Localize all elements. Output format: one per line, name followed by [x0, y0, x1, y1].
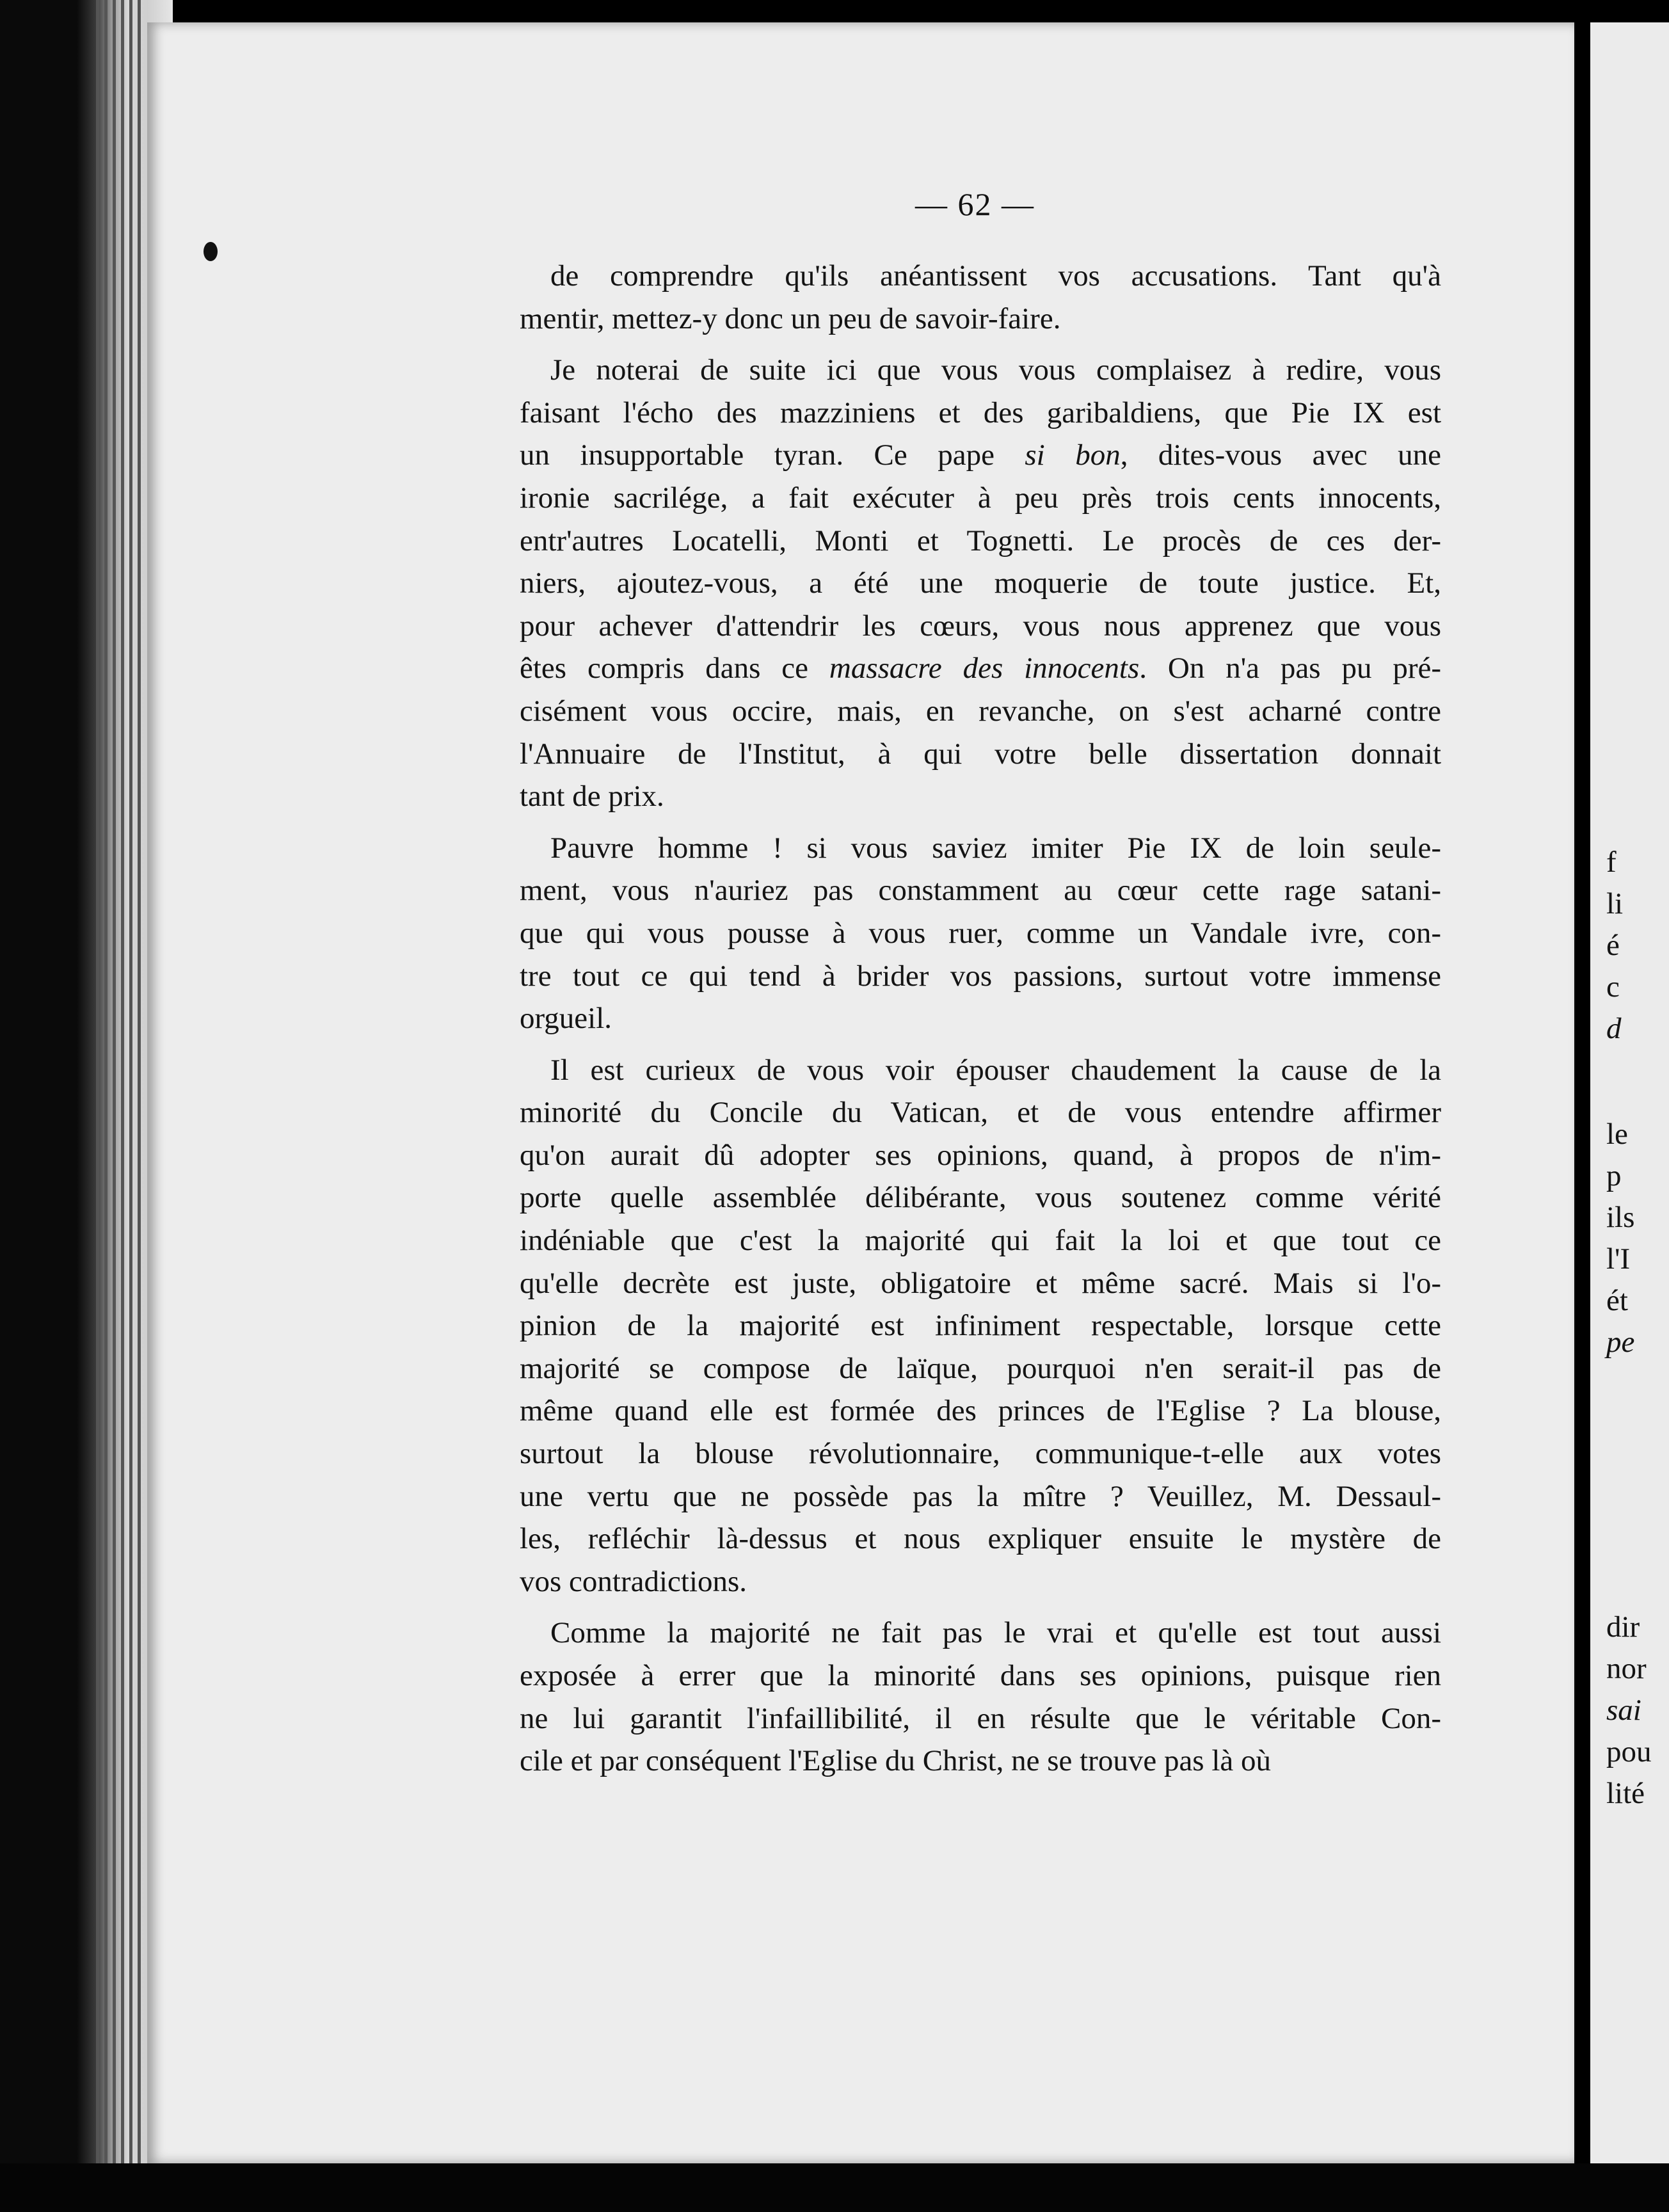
text-line: surtout la blouse révolutionnaire, communique-t-elle aux votes	[520, 1437, 1441, 1471]
facing-page-fragment: ils	[1606, 1201, 1635, 1234]
text-line: indéniable que c'est la majorité qui fait la loi et que tout ce	[520, 1224, 1441, 1258]
facing-page-fragment: ét	[1606, 1284, 1628, 1317]
text-line: ironie sacrilége, a fait exécuter à peu près trois cents innocents,	[520, 481, 1441, 515]
text-line: Je noterai de suite ici que vous vous complaisez à redire, vous	[550, 353, 1441, 387]
facing-page-fragment: p	[1606, 1159, 1622, 1192]
body-text	[520, 255, 1441, 1791]
facing-page-fragment: dir	[1606, 1610, 1640, 1644]
text-line: les, refléchir là-dessus et nous expliquer ensuite le mystère de	[520, 1522, 1441, 1556]
text-line: tre tout ce qui tend à brider vos passions, surtout votre immense	[520, 959, 1441, 993]
text-line: Il est curieux de vous voir épouser chaudement la cause de la	[550, 1053, 1441, 1087]
page-edge	[129, 0, 132, 2212]
text-line: mentir, mettez-y donc un peu de savoir-faire.	[520, 301, 1061, 335]
page-edge	[96, 0, 99, 2212]
facing-page-fragment: c	[1606, 970, 1620, 1004]
text-line: orgueil.	[520, 1002, 612, 1036]
paragraph	[520, 827, 1441, 1040]
page-edge	[104, 0, 108, 2212]
facing-page-fragment: d	[1606, 1012, 1622, 1045]
text-line: entr'autres Locatelli, Monti et Tognetti. Le procès de ces der-	[520, 524, 1441, 557]
facing-page-fragment: pe	[1606, 1326, 1635, 1359]
facing-page-fragment: li	[1606, 887, 1624, 920]
paragraph	[520, 349, 1441, 818]
paragraph	[520, 1612, 1441, 1782]
text-line: niers, ajoutez-vous, a été une moquerie de toute justice. Et,	[520, 566, 1441, 600]
text-line: ment, vous n'auriez pas constamment au cœur cette rage satani-	[520, 874, 1441, 908]
scan-border	[0, 2163, 1669, 2212]
facing-page-fragment: lité	[1606, 1777, 1645, 1810]
text-line: ne lui garantit l'infaillibilité, il en résulte que le véritable Con-	[520, 1701, 1441, 1735]
facing-page-fragment: nor	[1606, 1652, 1647, 1685]
text-line: l'Annuaire de l'Institut, à qui votre belle dissertation donnait	[520, 737, 1441, 771]
facing-page	[1590, 22, 1669, 2163]
text-line: vos contradictions.	[520, 1564, 747, 1598]
page-edge	[121, 0, 124, 2212]
text-line: pinion de la majorité est infiniment respectable, lorsque cette	[520, 1309, 1441, 1343]
text-line: cisément vous occire, mais, en revanche, on s'est acharné contre	[520, 694, 1441, 728]
page-edge	[138, 0, 141, 2212]
facing-page-fragment: sai	[1606, 1694, 1641, 1727]
text-line: un insupportable tyran. Ce pape si bon, dites-vous avec une	[520, 438, 1441, 472]
text-line: pour achever d'attendrir les cœurs, vous nous apprenez que vous	[520, 609, 1441, 643]
text-line: qu'on aurait dû adopter ses opinions, quand, à propos de n'im-	[520, 1138, 1441, 1172]
page-edge	[113, 0, 116, 2212]
text-line: minorité du Concile du Vatican, et de vous entendre affirmer	[520, 1096, 1441, 1130]
facing-page-fragment: l'I	[1606, 1242, 1631, 1276]
text-line: êtes compris dans ce massacre des innocents. On n'a pas pu pré-	[520, 652, 1441, 685]
facing-page-fragment: é	[1606, 929, 1620, 962]
text-line: majorité se compose de laïque, pourquoi n'en serait-il pas de	[520, 1351, 1441, 1385]
paragraph	[520, 1049, 1441, 1603]
text-line: exposée à errer que la minorité dans ses opinions, puisque rien	[520, 1659, 1441, 1692]
paragraph	[520, 255, 1441, 340]
text-line: même quand elle est formée des princes de l'Eglise ? La blouse,	[520, 1394, 1441, 1428]
text-line: Comme la majorité ne fait pas le vrai et qu'elle est tout aussi	[550, 1616, 1441, 1650]
facing-page-fragment: le	[1606, 1118, 1628, 1151]
ink-spot	[204, 242, 218, 261]
text-line: porte quelle assemblée délibérante, vous soutenez comme vérité	[520, 1181, 1441, 1215]
page-number: — 62 —	[915, 186, 1035, 222]
text-line: cile et par conséquent l'Eglise du Christ, ne se trouve pas là où	[520, 1744, 1272, 1778]
text-line: que qui vous pousse à vous ruer, comme un Vandale ivre, con-	[520, 916, 1441, 950]
facing-page-fragment: f	[1606, 846, 1617, 879]
text-line: de comprendre qu'ils anéantissent vos accusations. Tant qu'à	[550, 259, 1441, 293]
text-line: Pauvre homme ! si vous saviez imiter Pie IX de loin seule-	[550, 831, 1441, 865]
text-line: une vertu que ne possède pas la mître ? Veuillez, M. Dessaul-	[520, 1479, 1441, 1513]
text-line: qu'elle decrète est juste, obligatoire et même sacré. Mais si l'o-	[520, 1266, 1441, 1300]
text-line: faisant l'écho des mazziniens et des garibaldiens, que Pie IX est	[520, 396, 1441, 429]
facing-page-fragment: pou	[1606, 1735, 1652, 1768]
text-line: tant de prix.	[520, 780, 664, 813]
